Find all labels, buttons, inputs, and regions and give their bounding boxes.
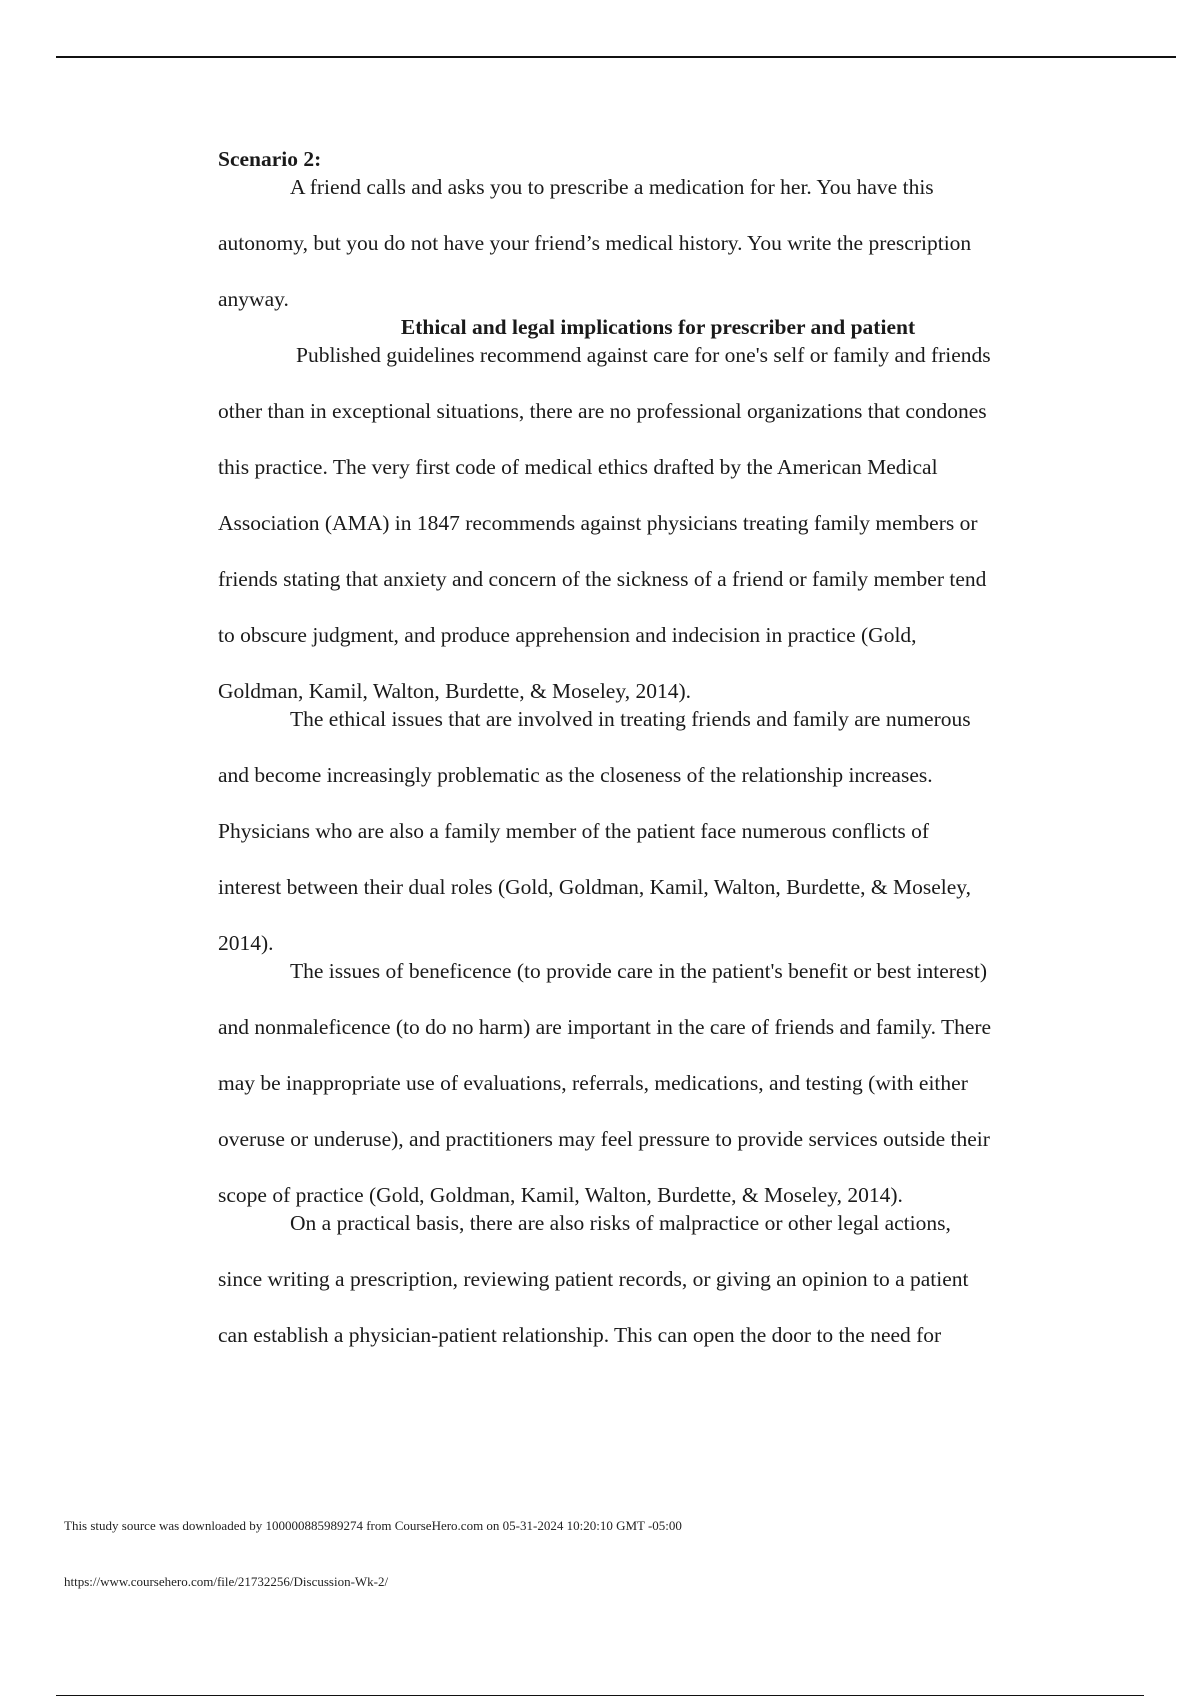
download-note: This study source was downloaded by 100000885989274 from CourseHero.com on 05-31-2024 10:20:10 GMT -05:00 (64, 1518, 682, 1533)
paragraph-line: to obscure judgment, and produce apprehension and indecision in practice (Gold, (218, 623, 917, 647)
paragraph-line: and become increasingly problematic as the closeness of the relationship increases. (218, 763, 933, 787)
scenario-line: autonomy, but you do not have your friend’s medical history. You write the prescription (218, 231, 972, 255)
paragraph-line: Physicians who are also a family member of the patient face numerous conflicts of (218, 819, 930, 843)
paragraph-line: friends stating that anxiety and concern of the sickness of a friend or family member tend (218, 567, 987, 591)
header-rule (56, 56, 1176, 58)
paragraph-line: may be inappropriate use of evaluations, referrals, medications, and testing (with either (218, 1071, 968, 1095)
paragraph-line: On a practical basis, there are also risks of malpractice or other legal actions, (290, 1211, 951, 1235)
paragraph-line: scope of practice (Gold, Goldman, Kamil, Walton, Burdette, & Moseley, 2014). (218, 1183, 903, 1207)
paragraph-line: Published guidelines recommend against care for one's self or family and friends (296, 343, 991, 367)
footer-rule (56, 1695, 1144, 1696)
paragraph-line: The ethical issues that are involved in treating friends and family are numerous (290, 707, 971, 731)
section-heading: Ethical and legal implications for prescriber and patient (400, 315, 916, 339)
source-url[interactable]: https://www.coursehero.com/file/21732256/Discussion-Wk-2/ (64, 1574, 389, 1589)
paragraph-line: The issues of beneficence (to provide care in the patient's benefit or best interest) (290, 959, 987, 983)
paragraph-line: 2014). (218, 931, 274, 955)
paragraph-line: can establish a physician-patient relationship. This can open the door to the need for (218, 1323, 942, 1347)
document-body (218, 145, 1098, 1349)
paragraph-line: Association (AMA) in 1847 recommends against physicians treating family members or (218, 511, 978, 535)
paragraph-line: Goldman, Kamil, Walton, Burdette, & Moseley, 2014). (218, 679, 691, 703)
paragraph-line: and nonmaleficence (to do no harm) are important in the care of friends and family. There (218, 1015, 992, 1039)
paragraph-line: overuse or underuse), and practitioners may feel pressure to provide services outside their (218, 1127, 990, 1151)
scenario-heading: Scenario 2: (218, 147, 322, 171)
paragraph-line: this practice. The very first code of medical ethics drafted by the American Medical (218, 455, 938, 479)
paragraph-line: since writing a prescription, reviewing patient records, or giving an opinion to a patient (218, 1267, 969, 1291)
paragraph-line: other than in exceptional situations, there are no professional organizations that condones (218, 399, 987, 423)
scenario-line: anyway. (218, 287, 289, 311)
paragraph-line: interest between their dual roles (Gold, Goldman, Kamil, Walton, Burdette, & Moseley, (218, 875, 971, 899)
scenario-line: A friend calls and asks you to prescribe a medication for her. You have this (290, 175, 934, 199)
